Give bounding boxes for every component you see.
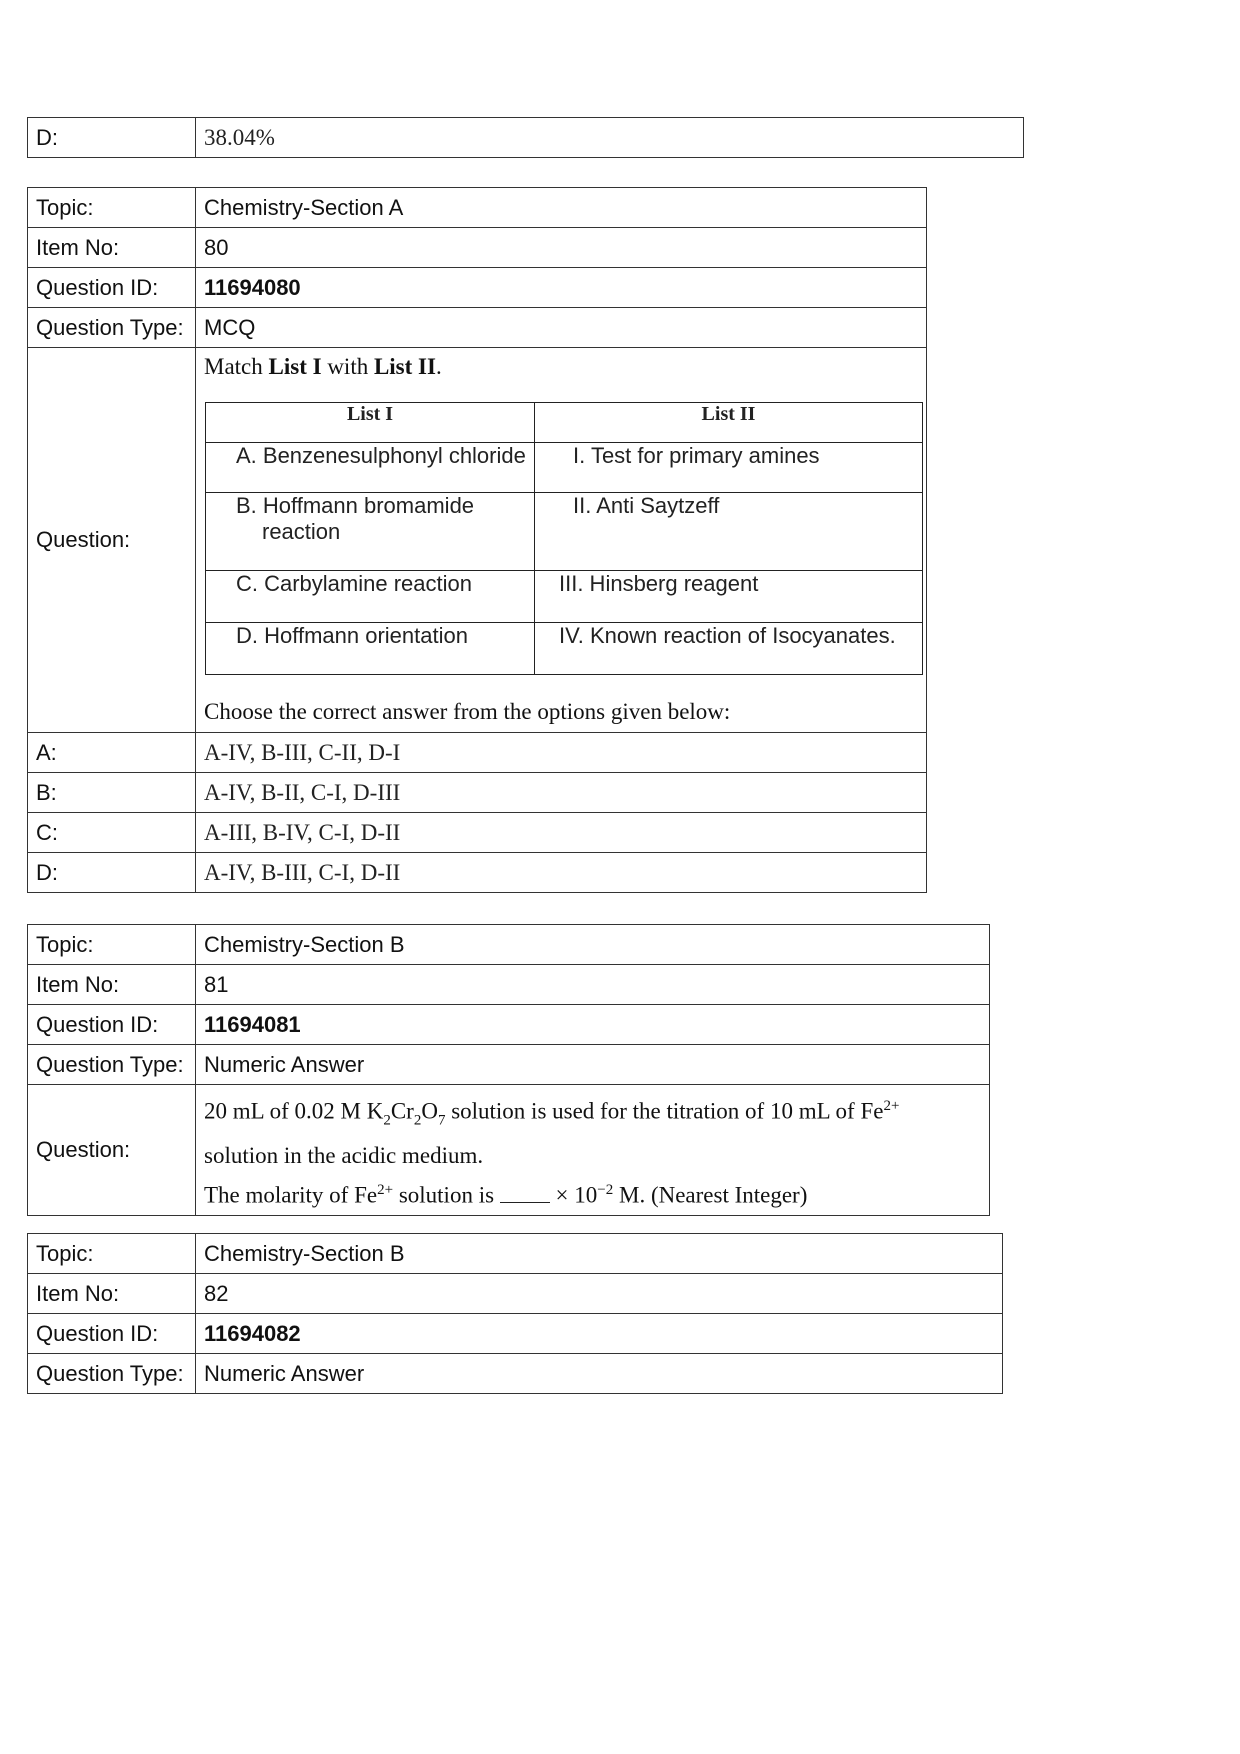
question-text-part: M. (Nearest Integer) (613, 1182, 808, 1208)
list1-header: List I (206, 403, 535, 443)
question-text-part: The molarity of Fe (204, 1182, 378, 1208)
question-id-value: 11694082 (196, 1314, 1003, 1354)
list1-item-b (206, 493, 535, 571)
question-text-part: Cr (390, 1098, 414, 1124)
list1-item-a: A. Benzenesulphonyl chloride (206, 443, 535, 493)
answer-blank (500, 1184, 550, 1203)
list1-item-c: C. Carbylamine reaction (206, 571, 535, 623)
question-body (196, 348, 927, 733)
item-no-label: Item No: (28, 965, 196, 1005)
question-type-value: Numeric Answer (196, 1045, 990, 1085)
question-text-part: solution is (393, 1182, 500, 1208)
prev-question-table (27, 117, 1024, 158)
option-c-text: A-III, B-IV, C-I, D-II (196, 813, 927, 853)
question-80-table (27, 187, 927, 893)
question-type-label: Question Type: (28, 1045, 196, 1085)
question-81-table (27, 924, 990, 1216)
question-type-label: Question Type: (28, 1354, 196, 1394)
question-id-value: 11694081 (196, 1005, 990, 1045)
question-id-label: Question ID: (28, 1314, 196, 1354)
question-text-part: O (421, 1098, 438, 1124)
question-text-part: solution in the acidic medium. (204, 1143, 484, 1169)
topic-value: Chemistry-Section B (196, 925, 990, 965)
topic-value: Chemistry-Section B (196, 1234, 1003, 1274)
intro-list1: List I (268, 354, 322, 379)
topic-label: Topic: (28, 188, 196, 228)
subscript: 7 (437, 1112, 446, 1129)
superscript: 2+ (377, 1182, 394, 1199)
choose-instruction: Choose the correct answer from the options given below: (204, 699, 731, 724)
question-label: Question: (28, 348, 196, 733)
item-no-value: 82 (196, 1274, 1003, 1314)
option-d-label: D: (28, 853, 196, 893)
superscript: 2+ (883, 1098, 900, 1114)
question-type-value: Numeric Answer (196, 1354, 1003, 1394)
topic-value: Chemistry-Section A (196, 188, 927, 228)
question-body (196, 1085, 990, 1216)
question-text-part: × 10 (549, 1182, 598, 1208)
match-intro (204, 354, 918, 380)
intro-text: Match (204, 354, 269, 379)
question-label: Question: (28, 1085, 196, 1216)
intro-list2: List II (373, 354, 436, 379)
question-id-label: Question ID: (28, 1005, 196, 1045)
list1-item-b-text: B. Hoffmann bromamide reaction (236, 493, 475, 544)
question-type-value: MCQ (196, 308, 927, 348)
question-82-table (27, 1233, 1003, 1394)
list2-header: List II (535, 403, 923, 443)
subscript: 2 (413, 1112, 422, 1129)
list2-item-i: I. Test for primary amines (535, 443, 923, 493)
option-d-text: A-IV, B-III, C-I, D-II (196, 853, 927, 893)
question-id-label: Question ID: (28, 268, 196, 308)
item-no-label: Item No: (28, 228, 196, 268)
list2-item-ii: II. Anti Saytzeff (535, 493, 923, 571)
option-c-label: C: (28, 813, 196, 853)
option-d-value: 38.04% (196, 118, 1024, 158)
option-b-label: B: (28, 773, 196, 813)
item-no-value: 81 (196, 965, 990, 1005)
question-type-label: Question Type: (28, 308, 196, 348)
item-no-label: Item No: (28, 1274, 196, 1314)
subscript: 2 (383, 1112, 391, 1129)
question-id-value: 11694080 (196, 268, 927, 308)
topic-label: Topic: (28, 925, 196, 965)
list2-item-iii: III. Hinsberg reagent (535, 571, 923, 623)
intro-text: with (321, 354, 374, 379)
list1-item-d: D. Hoffmann orientation (206, 623, 535, 675)
item-no-value: 80 (196, 228, 927, 268)
list2-item-iv: IV. Known reaction of Isocyanates. (535, 623, 923, 675)
option-d-label: D: (28, 118, 196, 158)
question-text (204, 1085, 981, 1215)
intro-text: . (435, 354, 442, 379)
topic-label: Topic: (28, 1234, 196, 1274)
option-b-text: A-IV, B-II, C-I, D-III (196, 773, 927, 813)
superscript: −2 (597, 1182, 614, 1199)
question-text-part: 20 mL of 0.02 M K (204, 1098, 384, 1124)
question-text-part: solution is used for the titration of 10 mL of Fe (445, 1098, 884, 1124)
match-table (205, 402, 923, 675)
option-a-text: A-IV, B-III, C-II, D-I (196, 733, 927, 773)
option-a-label: A: (28, 733, 196, 773)
